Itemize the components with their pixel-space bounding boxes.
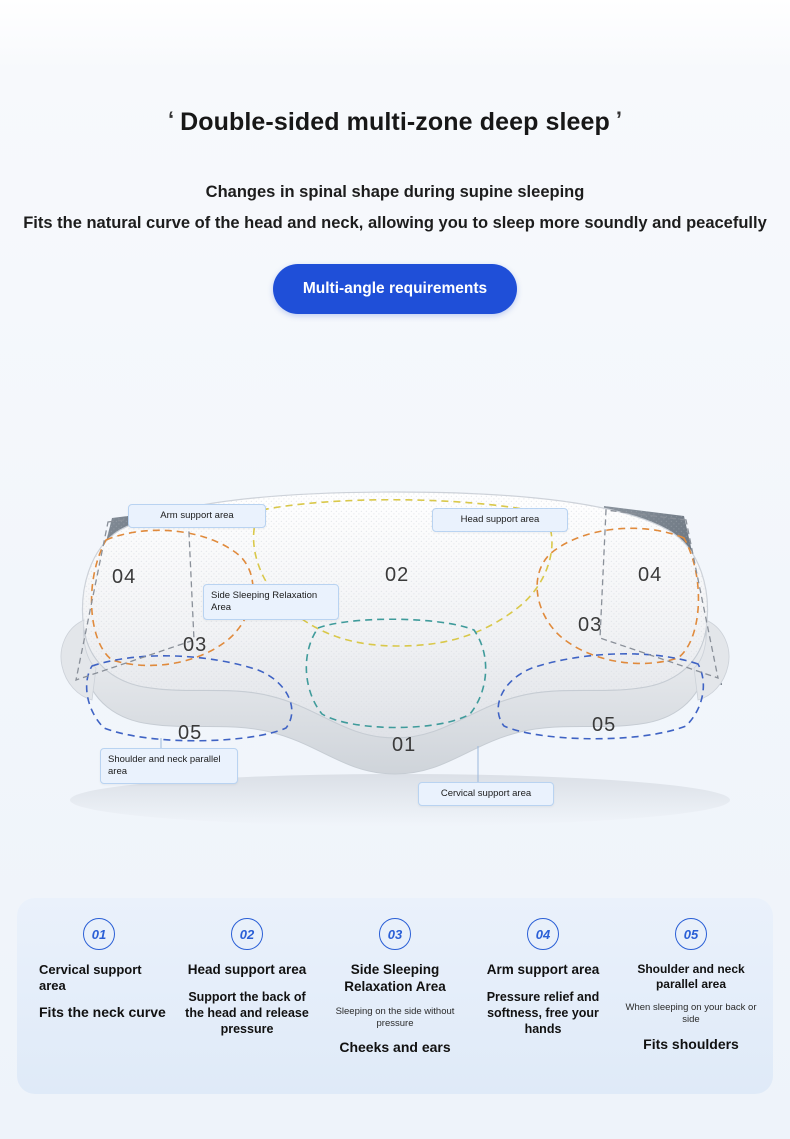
- feature-item-05: [617, 898, 765, 1094]
- feature-item-01: [25, 898, 173, 1094]
- zone-number-03-right: 03: [578, 614, 603, 636]
- feature-desc-05: When sleeping on your back or side: [625, 1002, 757, 1026]
- callout-cervical-support-area: Cervical support area: [418, 782, 554, 806]
- zone-number-03-left: 03: [183, 634, 208, 656]
- feature-badge-01: 01: [83, 918, 115, 950]
- feature-title-04: Arm support area: [486, 962, 600, 977]
- feature-badge-05: 05: [675, 918, 707, 950]
- zone-number-02: 02: [385, 564, 410, 586]
- pillow-illustration: [0, 470, 790, 850]
- header: [0, 0, 790, 314]
- callout-arm-support-area: Arm support area: [128, 504, 266, 528]
- zone-number-04-left: 04: [112, 566, 137, 588]
- zone-number-05-right: 05: [592, 714, 617, 736]
- feature-grid: [17, 898, 773, 1094]
- feature-badge-04: 04: [527, 918, 559, 950]
- callout-shoulder-neck-parallel-area: Shoulder and neck parallel area: [100, 748, 238, 784]
- feature-item-04: [469, 898, 617, 1094]
- feature-badge-02: 02: [231, 918, 263, 950]
- feature-title-03: Side Sleeping Relaxation Area: [344, 962, 446, 994]
- feature-item-02: [173, 898, 321, 1094]
- callout-head-support-area: Head support area: [432, 508, 568, 532]
- callout-side-sleeping-relaxation-area: Side Sleeping Relaxation Area: [203, 584, 339, 620]
- pillow-svg: [0, 470, 790, 850]
- feature-item-03: [321, 898, 469, 1094]
- feature-desc-02: Support the back of the head and release pressure: [185, 989, 309, 1037]
- title-text: Double-sided multi-zone deep sleep: [180, 108, 610, 136]
- zone-number-04-right: 04: [638, 564, 663, 586]
- page-title: [0, 108, 790, 137]
- feature-title-02: Head support area: [187, 962, 307, 977]
- subtitle-primary: Changes in spinal shape during supine sleeping: [205, 183, 585, 201]
- feature-desc-03: Sleeping on the side without pressure: [335, 1005, 455, 1030]
- multi-angle-requirements-button[interactable]: Multi-angle requirements: [273, 264, 517, 314]
- feature-title-05: Shoulder and neck parallel area: [637, 962, 745, 991]
- feature-title-01: Cervical support area: [39, 962, 142, 994]
- quote-open-icon: ‘: [167, 107, 175, 132]
- feature-badge-03: 03: [379, 918, 411, 950]
- subtitle-secondary: Fits the natural curve of the head and neck, allowing you to sleep more soundly and peacefully: [23, 214, 767, 232]
- quote-close-icon: ’: [615, 107, 623, 132]
- zone-number-05-left: 05: [178, 722, 203, 744]
- zone-number-01: 01: [392, 734, 417, 756]
- feature-desc-04: Pressure relief and softness, free your hands: [486, 989, 600, 1037]
- feature-foot-03: Cheeks and ears: [339, 1039, 451, 1056]
- feature-foot-05: Fits shoulders: [643, 1035, 739, 1052]
- feature-foot-01: Fits the neck curve: [39, 1003, 166, 1020]
- feature-summary-card: [17, 898, 773, 1094]
